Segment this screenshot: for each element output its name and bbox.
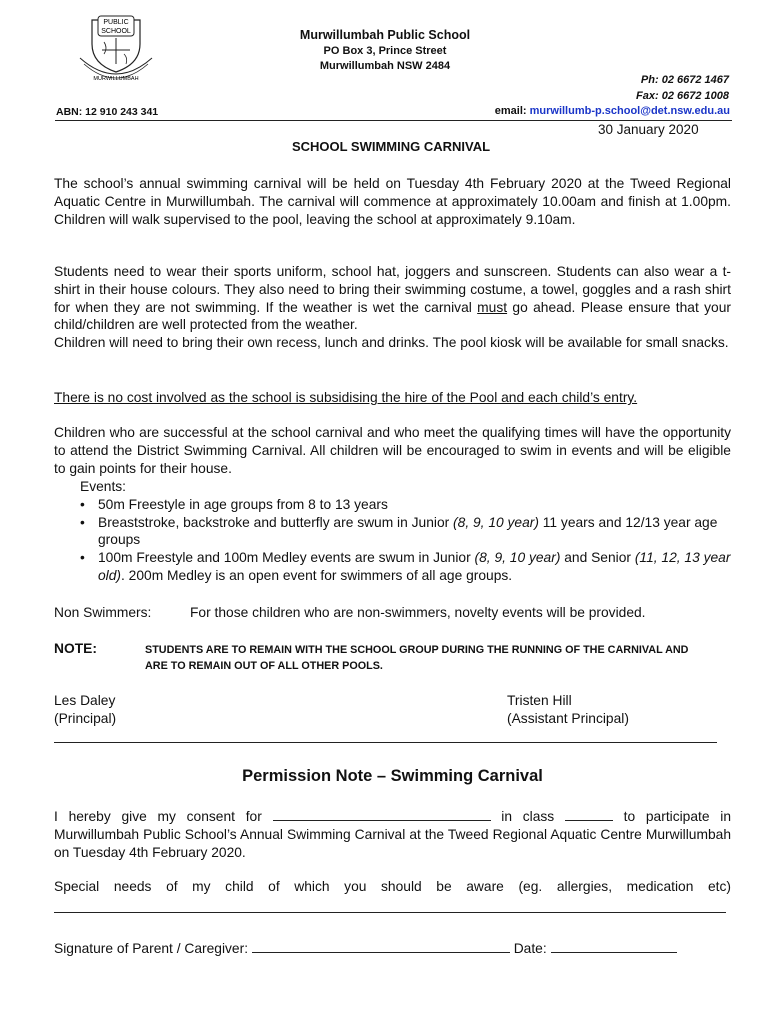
event-item-1: • 50m Freestyle in age groups from 8 to 13 years [80, 496, 732, 514]
event-3-italic-1: (8, 9, 10 year) [474, 550, 561, 566]
letter-date: 30 January 2020 [598, 122, 699, 137]
event-item-3 [80, 549, 732, 585]
logo-text-bottom: MURWILLUMBAH [93, 76, 139, 82]
principal-role: (Principal) [54, 710, 117, 726]
event-2-text-b: 11 years and 12/13 year age groups [98, 514, 718, 548]
school-name: Murwillumbah Public School [299, 28, 471, 42]
signature-label: Signature of Parent / Caregiver: [54, 941, 252, 956]
event-3-italic-2: (11, 12, 13 year old) [98, 550, 731, 583]
address-line-2: Murwillumbah NSW 2484 [319, 60, 451, 72]
signature-field[interactable] [252, 940, 510, 953]
consent-text-c: to participate in Murwillumbah Public School’s Annual Swimming Carnival at the Tweed Regional Aquatic Centre Murwillumbah on Tuesday 4th February 2020. [54, 809, 731, 860]
note-text: STUDENTS ARE TO REMAIN WITH THE SCHOOL GROUP DURING THE RUNNING OF THE CARNIVAL AND ARE TO REMAIN OUT OF ALL OTHER POOLS. [145, 644, 689, 672]
non-swimmers-label: Non Swimmers: [54, 605, 152, 620]
consent-statement [54, 808, 731, 862]
cost-note: There is no cost involved as the school is subsidising the hire of the Pool and each child’s entry. [54, 390, 638, 405]
events-label: Events: [80, 479, 127, 494]
logo-text-top: PUBLIC [103, 19, 129, 26]
special-needs-label: Special needs of my child of which you should be aware (eg. allergies, medication etc) [54, 879, 731, 894]
principal-signature [54, 692, 116, 728]
assistant-principal-name: Tristen Hill [507, 693, 572, 708]
consent-text-b: in class [490, 809, 565, 824]
event-2-text-a: Breaststroke, backstroke and butterfly are swum in Junior [98, 514, 454, 530]
special-needs-field[interactable] [54, 912, 726, 913]
paragraph-1: The school’s annual swimming carnival will be held on Tuesday 4th February 2020 at the Tweed Regional Aquatic Centre in Murwillumbah. The carnival will commence at approximately 10.00am and finish at 1.00pm. Children will walk supervised to the pool, leaving the school at approximately 9.10am. [54, 176, 731, 227]
signature-row [54, 940, 677, 956]
non-swimmers-text: For those children who are non-swimmers, novelty events will be provided. [190, 605, 646, 620]
paragraph-2-text-a: Students need to wear their sports uniform, school hat, joggers and sunscreen. Students can also wear a t-shirt in their house colours. They also need to bring their swimming costume, a towel, goggles and a rash shirt for when they are not swimming. If the weather is wet the carnival [54, 264, 731, 315]
child-name-field[interactable] [273, 808, 491, 821]
fax: Fax: 02 6672 1008 [636, 90, 729, 102]
permission-title: Permission Note – Swimming Carnival [242, 767, 543, 785]
paragraph-3: Children will need to bring their own recess, lunch and drinks. The pool kiosk will be available for small snacks. [54, 335, 729, 350]
class-field[interactable] [565, 808, 613, 821]
assistant-principal-role: (Assistant Principal) [507, 710, 629, 726]
abn: ABN: 12 910 243 341 [56, 106, 159, 118]
letter-title: SCHOOL SWIMMING CARNIVAL [291, 139, 491, 154]
logo-text-mid: SCHOOL [101, 28, 131, 35]
event-3-text-c: . 200m Medley is an open event for swimmers of all age groups. [121, 567, 513, 583]
phone: Ph: 02 6672 1467 [640, 74, 729, 86]
principal-name: Les Daley [54, 693, 116, 708]
event-3-text-a: 100m Freestyle and 100m Medley events are swum in Junior [98, 550, 475, 566]
email-row [495, 105, 730, 117]
address-line-1: PO Box 3, Prince Street [323, 45, 447, 57]
consent-text-a: I hereby give my consent for [54, 809, 273, 824]
assistant-principal-signature [507, 692, 629, 728]
paragraph-4: Children who are successful at the school carnival and who meet the qualifying times will have the opportunity to attend the District Swimming Carnival. All children will be encouraged to swim in events and will be eligible to gain points for their house. [54, 425, 731, 476]
event-item-2 [80, 514, 732, 550]
event-2-italic: (8, 9, 10 year) [453, 514, 539, 530]
email-link[interactable]: murwillumb-p.school@det.nsw.edu.au [529, 105, 730, 117]
events-list [80, 478, 732, 585]
paragraph-2-text-b: go ahead. Please ensure that your child/children are well protected from the weather. [54, 299, 731, 333]
paragraph-2 [54, 263, 731, 334]
header-divider [55, 120, 732, 121]
must-emphasis: must [477, 299, 508, 315]
tear-off-divider [54, 742, 717, 743]
date-label: Date: [509, 941, 551, 956]
date-field[interactable] [551, 940, 677, 953]
event-3-text-b: and Senior [560, 550, 635, 566]
note-label: NOTE: [54, 641, 97, 656]
email-label: email: [494, 105, 527, 117]
